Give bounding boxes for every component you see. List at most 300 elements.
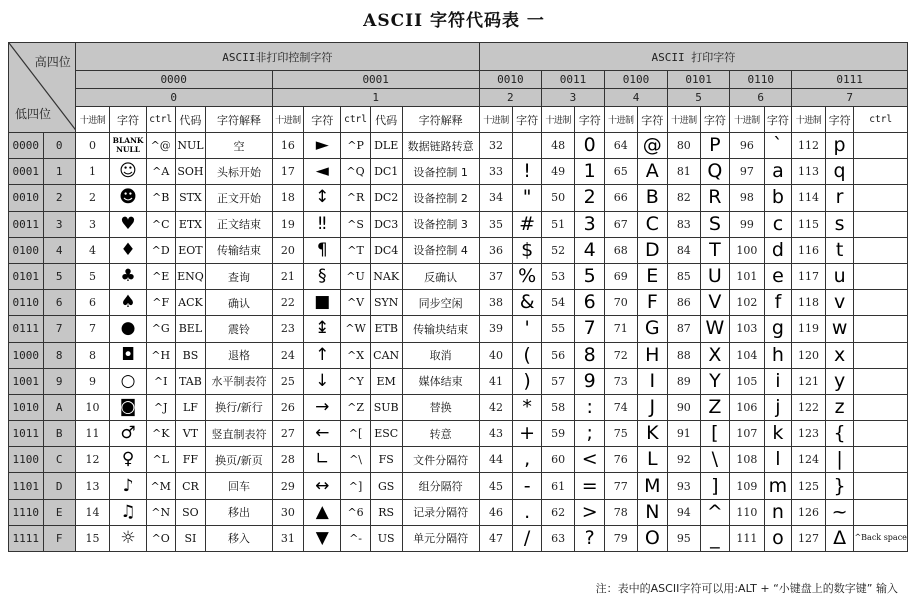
decimal-cell: 40 [479,342,513,368]
code-cell: NUL [175,133,206,159]
group-binary-header: 0110 [730,71,792,89]
row-binary-label: 1001 [9,368,44,394]
char-cell: 8 [575,342,605,368]
description-cell: 记录分隔符 [402,499,479,525]
description-cell: 移出 [206,499,272,525]
code-cell: DLE [370,133,402,159]
char-cell: ● [110,316,147,342]
decimal-cell: 67 [604,211,637,237]
row-binary-label: 1011 [9,421,44,447]
ctrl-cell: ^J [146,394,175,420]
char-cell: ↔ [304,473,341,499]
decimal-cell: 82 [668,185,701,211]
decimal-cell: 0 [75,133,109,159]
decimal-cell: 29 [272,473,304,499]
char-cell: > [575,499,605,525]
char-cell: ♀ [110,447,147,473]
ctrl-cell: ^A [146,159,175,185]
char-cell: @ [637,133,667,159]
char-cell: N [637,499,667,525]
column-header-char: 字符 [637,107,667,133]
column-header-char: 字符 [764,107,792,133]
decimal-cell: 7 [75,316,109,342]
row-binary-label: 1100 [9,447,44,473]
decimal-cell: 115 [792,211,826,237]
char-cell: ► [304,133,341,159]
decimal-cell: 6 [75,290,109,316]
char-cell: u [825,263,854,289]
ctrl-cell [854,447,908,473]
char-cell: ☼ [110,525,147,551]
char-cell: ¶ [304,237,341,263]
code-cell: ETB [370,316,402,342]
decimal-cell: 114 [792,185,826,211]
decimal-cell: 64 [604,133,637,159]
decimal-cell: 85 [668,263,701,289]
decimal-cell: 112 [792,133,826,159]
char-cell: ! [513,159,542,185]
ctrl-cell: ^K [146,421,175,447]
decimal-cell: 17 [272,159,304,185]
decimal-cell: 60 [541,447,575,473]
column-header-decimal: 十进制 [604,107,637,133]
decimal-cell: 73 [604,368,637,394]
code-cell: US [370,525,402,551]
ctrl-cell [854,316,908,342]
char-cell: L [637,447,667,473]
decimal-cell: 80 [668,133,701,159]
char-cell: ) [513,368,542,394]
char-cell: ○ [110,368,147,394]
column-header-decimal: 十进制 [479,107,513,133]
description-cell: 水平制表符 [206,368,272,394]
group-hex-header: 3 [541,89,604,107]
char-cell: v [825,290,854,316]
code-cell: ETX [175,211,206,237]
group-hex-header: 1 [272,89,479,107]
ctrl-cell: ^B [146,185,175,211]
char-cell: h [764,342,792,368]
decimal-cell: 127 [792,525,826,551]
char-cell: g [764,316,792,342]
decimal-cell: 84 [668,237,701,263]
ctrl-cell [854,263,908,289]
ctrl-cell: ^W [341,316,371,342]
decimal-cell: 87 [668,316,701,342]
char-cell: p [825,133,854,159]
char-cell: a [764,159,792,185]
char-cell: ~ [825,499,854,525]
char-cell: , [513,447,542,473]
table-row [9,499,908,525]
decimal-cell: 91 [668,421,701,447]
column-header-desc: 字符解释 [206,107,272,133]
description-cell: 数据链路转意 [402,133,479,159]
description-cell: 设备控制 2 [402,185,479,211]
char-cell: ^ [700,499,730,525]
table-row [9,473,908,499]
char-cell: ♦ [110,237,147,263]
description-cell: 传输块结束 [402,316,479,342]
column-header-decimal: 十进制 [272,107,304,133]
row-hex-label: E [43,499,75,525]
decimal-cell: 93 [668,473,701,499]
decimal-cell: 74 [604,394,637,420]
char-cell: I [637,368,667,394]
decimal-cell: 103 [730,316,764,342]
decimal-cell: 69 [604,263,637,289]
char-cell: P [700,133,730,159]
char-cell: m [764,473,792,499]
char-cell: E [637,263,667,289]
decimal-cell: 12 [75,447,109,473]
char-cell: ↑ [304,342,341,368]
decimal-cell: 90 [668,394,701,420]
column-header-code: 代码 [175,107,206,133]
decimal-cell: 89 [668,368,701,394]
char-cell: . [513,499,542,525]
ctrl-cell: ^@ [146,133,175,159]
char-cell: j [764,394,792,420]
char-cell: i [764,368,792,394]
decimal-cell: 122 [792,394,826,420]
decimal-cell: 33 [479,159,513,185]
decimal-cell: 14 [75,499,109,525]
char-cell: & [513,290,542,316]
char-cell: ↨ [304,316,341,342]
description-cell: 转意 [402,421,479,447]
decimal-cell: 55 [541,316,575,342]
decimal-cell: 24 [272,342,304,368]
decimal-cell: 78 [604,499,637,525]
ctrl-cell: ^P [341,133,371,159]
ctrl-cell: ^R [341,185,371,211]
decimal-cell: 118 [792,290,826,316]
char-cell: H [637,342,667,368]
description-cell: 回车 [206,473,272,499]
ctrl-cell [854,421,908,447]
description-cell: 头标开始 [206,159,272,185]
decimal-cell: 59 [541,421,575,447]
decimal-cell: 98 [730,185,764,211]
column-header-char: 字符 [304,107,341,133]
decimal-cell: 107 [730,421,764,447]
ctrl-cell: ^X [341,342,371,368]
row-hex-label: 1 [43,159,75,185]
description-cell: 替换 [402,394,479,420]
description-cell: 反确认 [402,263,479,289]
code-cell: EOT [175,237,206,263]
char-cell: T [700,237,730,263]
decimal-cell: 9 [75,368,109,394]
char-cell: ▲ [304,499,341,525]
char-cell: V [700,290,730,316]
table-row [9,133,908,159]
column-header-char: 字符 [825,107,854,133]
decimal-cell: 37 [479,263,513,289]
ctrl-cell: ^O [146,525,175,551]
ctrl-cell [854,394,908,420]
char-cell: 1 [575,159,605,185]
section-print: ASCII 打印字符 [479,43,907,71]
decimal-cell: 108 [730,447,764,473]
row-binary-label: 0110 [9,290,44,316]
decimal-cell: 44 [479,447,513,473]
decimal-cell: 105 [730,368,764,394]
group-hex-header: 2 [479,89,541,107]
char-cell: / [513,525,542,551]
char-cell: x [825,342,854,368]
decimal-cell: 51 [541,211,575,237]
decimal-cell: 49 [541,159,575,185]
char-cell: ♫ [110,499,147,525]
decimal-cell: 39 [479,316,513,342]
char-cell: f [764,290,792,316]
ctrl-cell [854,368,908,394]
table-row [9,263,908,289]
column-header-desc: 字符解释 [402,107,479,133]
description-cell: 查询 [206,263,272,289]
decimal-cell: 109 [730,473,764,499]
decimal-cell: 50 [541,185,575,211]
row-binary-label: 0111 [9,316,44,342]
char-cell: ♪ [110,473,147,499]
decimal-cell: 8 [75,342,109,368]
char-cell: § [304,263,341,289]
char-cell: [ [700,421,730,447]
ctrl-cell: ^H [146,342,175,368]
code-cell: GS [370,473,402,499]
decimal-cell: 22 [272,290,304,316]
ctrl-cell [854,185,908,211]
char-cell: ∟ [304,447,341,473]
description-cell: 同步空闲 [402,290,479,316]
char-cell: B [637,185,667,211]
column-header-ctrl: ctrl [341,107,371,133]
description-cell: 取消 [402,342,479,368]
decimal-cell: 72 [604,342,637,368]
char-cell: Z [700,394,730,420]
ctrl-cell [854,211,908,237]
char-cell: " [513,185,542,211]
decimal-cell: 48 [541,133,575,159]
decimal-cell: 71 [604,316,637,342]
ctrl-cell: ^G [146,316,175,342]
column-header-char: 字符 [513,107,542,133]
decimal-cell: 46 [479,499,513,525]
decimal-cell: 94 [668,499,701,525]
ctrl-cell: ^F [146,290,175,316]
decimal-cell: 16 [272,133,304,159]
char-cell: BLANK NULL [110,133,147,159]
char-cell: ♂ [110,421,147,447]
decimal-cell: 23 [272,316,304,342]
table-row [9,211,908,237]
decimal-cell: 56 [541,342,575,368]
decimal-cell: 47 [479,525,513,551]
decimal-cell: 27 [272,421,304,447]
row-hex-label: 9 [43,368,75,394]
decimal-cell: 36 [479,237,513,263]
ctrl-cell [854,159,908,185]
code-cell: BS [175,342,206,368]
char-cell: d [764,237,792,263]
ctrl-cell [854,499,908,525]
char-cell: $ [513,237,542,263]
char-cell: ' [513,316,542,342]
description-cell: 移入 [206,525,272,551]
column-header-ctrl: ctrl [854,107,908,133]
description-cell: 震铃 [206,316,272,342]
decimal-cell: 77 [604,473,637,499]
char-cell: r [825,185,854,211]
decimal-cell: 125 [792,473,826,499]
code-cell: EM [370,368,402,394]
decimal-cell: 66 [604,185,637,211]
ctrl-cell: ^V [341,290,371,316]
decimal-cell: 65 [604,159,637,185]
char-cell: ■ [304,290,341,316]
char-cell: | [825,447,854,473]
decimal-cell: 116 [792,237,826,263]
description-cell: 传输结束 [206,237,272,263]
ctrl-cell: ^I [146,368,175,394]
decimal-cell: 4 [75,237,109,263]
description-cell: 设备控制 4 [402,237,479,263]
decimal-cell: 117 [792,263,826,289]
description-cell: 组分隔符 [402,473,479,499]
decimal-cell: 95 [668,525,701,551]
code-cell: SOH [175,159,206,185]
ctrl-cell: ^T [341,237,371,263]
decimal-cell: 13 [75,473,109,499]
column-header-decimal: 十进制 [730,107,764,133]
decimal-cell: 100 [730,237,764,263]
decimal-cell: 30 [272,499,304,525]
char-cell: ◘ [110,342,147,368]
char-cell: t [825,237,854,263]
description-cell: 设备控制 1 [402,159,479,185]
decimal-cell: 1 [75,159,109,185]
ctrl-cell: ^N [146,499,175,525]
char-cell: ↓ [304,368,341,394]
decimal-cell: 18 [272,185,304,211]
char-cell: ‼ [304,211,341,237]
decimal-cell: 124 [792,447,826,473]
group-binary-header: 0100 [604,71,667,89]
row-binary-label: 0010 [9,185,44,211]
decimal-cell: 45 [479,473,513,499]
row-hex-label: 8 [43,342,75,368]
char-cell: ☻ [110,185,147,211]
char-cell: C [637,211,667,237]
table-row [9,394,908,420]
char-cell: b [764,185,792,211]
decimal-cell: 88 [668,342,701,368]
decimal-cell: 81 [668,159,701,185]
char-cell: ↕ [304,185,341,211]
ctrl-cell: ^Q [341,159,371,185]
char-cell: → [304,394,341,420]
decimal-cell: 35 [479,211,513,237]
char-cell: \ [700,447,730,473]
decimal-cell: 20 [272,237,304,263]
code-cell: TAB [175,368,206,394]
group-binary-header: 0011 [541,71,604,89]
description-cell: 空 [206,133,272,159]
char-cell: # [513,211,542,237]
high-bits-label: 高四位 [34,55,71,69]
char-cell: ♣ [110,263,147,289]
decimal-cell: 106 [730,394,764,420]
code-cell: LF [175,394,206,420]
decimal-cell: 53 [541,263,575,289]
row-binary-label: 0001 [9,159,44,185]
row-hex-label: F [43,525,75,551]
char-cell: s [825,211,854,237]
ctrl-cell: ^[ [341,421,371,447]
column-header-char: 字符 [700,107,730,133]
group-binary-header: 0000 [75,71,272,89]
code-cell: ACK [175,290,206,316]
decimal-cell: 113 [792,159,826,185]
char-cell: ( [513,342,542,368]
decimal-cell: 62 [541,499,575,525]
description-cell: 竖直制表符 [206,421,272,447]
decimal-cell: 61 [541,473,575,499]
char-cell: : [575,394,605,420]
decimal-cell: 10 [75,394,109,420]
code-cell: CAN [370,342,402,368]
ctrl-cell: ^S [341,211,371,237]
row-hex-label: 0 [43,133,75,159]
char-cell: ♠ [110,290,147,316]
char-cell: w [825,316,854,342]
ctrl-cell: ^Z [341,394,371,420]
description-cell: 设备控制 3 [402,211,479,237]
char-cell: Δ [825,525,854,551]
ctrl-cell: ^L [146,447,175,473]
decimal-cell: 99 [730,211,764,237]
group-binary-header: 0001 [272,71,479,89]
column-header-decimal: 十进制 [668,107,701,133]
row-hex-label: D [43,473,75,499]
row-hex-label: C [43,447,75,473]
decimal-cell: 126 [792,499,826,525]
row-hex-label: 4 [43,237,75,263]
char-cell: _ [700,525,730,551]
char-cell: } [825,473,854,499]
table-row [9,316,908,342]
decimal-cell: 5 [75,263,109,289]
group-binary-header: 0111 [792,71,908,89]
char-cell: ☺ [110,159,147,185]
description-cell: 文件分隔符 [402,447,479,473]
table-row [9,159,908,185]
decimal-cell: 58 [541,394,575,420]
char-cell: z [825,394,854,420]
ctrl-cell [854,237,908,263]
section-nonprint: ASCII非打印控制字符 [75,43,479,71]
code-cell: CR [175,473,206,499]
code-cell: DC4 [370,237,402,263]
char-cell: = [575,473,605,499]
table-row [9,368,908,394]
char-cell: 4 [575,237,605,263]
decimal-cell: 110 [730,499,764,525]
ascii-table [8,42,908,552]
char-cell: y [825,368,854,394]
